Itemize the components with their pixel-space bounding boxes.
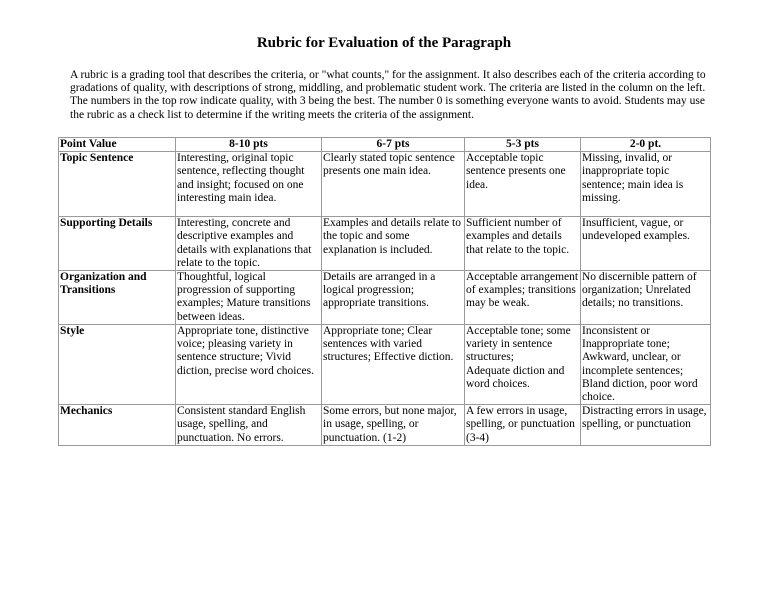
criterion-topic-sentence: Topic Sentence bbox=[59, 152, 176, 217]
rubric-cell-line: Acceptable tone; some variety in sentence structures; bbox=[466, 325, 571, 364]
column-header-6-7: 6-7 pts bbox=[322, 138, 465, 152]
rubric-cell: Clearly stated topic sentence presents one main idea. bbox=[322, 152, 465, 217]
corner-label: Point Value bbox=[59, 138, 176, 152]
rubric-cell: Acceptable arrangement of examples; transitions may be weak. bbox=[465, 271, 581, 325]
rubric-cell-line: Bland diction, poor word choice. bbox=[582, 377, 698, 404]
rubric-cell: Thoughtful, logical progression of supporting examples; Mature transitions between ideas. bbox=[176, 271, 322, 325]
column-header-2-0: 2-0 pt. bbox=[581, 138, 711, 152]
rubric-cell: Missing, invalid, or inappropriate topic sentence; main idea is missing. bbox=[581, 152, 711, 217]
table-row bbox=[59, 152, 711, 217]
criterion-supporting-details: Supporting Details bbox=[59, 217, 176, 271]
table-row bbox=[59, 217, 711, 271]
column-header-8-10: 8-10 pts bbox=[176, 138, 322, 152]
header-row bbox=[59, 138, 711, 152]
column-header-5-3: 5-3 pts bbox=[465, 138, 581, 152]
criterion-organization-transitions: Organization and Transitions bbox=[59, 271, 176, 325]
rubric-cell: Appropriate tone; Clear sentences with varied structures; Effective diction. bbox=[322, 325, 465, 405]
criterion-style: Style bbox=[59, 325, 176, 405]
rubric-cell: Acceptable topic sentence presents one idea. bbox=[465, 152, 581, 217]
criterion-mechanics: Mechanics bbox=[59, 405, 176, 446]
rubric-cell-line: Inconsistent or Inappropriate tone; bbox=[582, 325, 670, 351]
table-row bbox=[59, 405, 711, 446]
rubric-cell: Appropriate tone, distinctive voice; pleasing variety in sentence structure; Vivid diction, precise word choices. bbox=[176, 325, 322, 405]
page-title: Rubric for Evaluation of the Paragraph bbox=[256, 35, 512, 51]
table-row bbox=[59, 271, 711, 325]
rubric-cell: Distracting errors in usage, spelling, or punctuation bbox=[581, 405, 711, 446]
rubric-cell: Interesting, original topic sentence, reflecting thought and insight; focused on one interesting main idea. bbox=[176, 152, 322, 217]
rubric-cell: Insufficient, vague, or undeveloped examples. bbox=[581, 217, 711, 271]
rubric-cell-line: Awkward, unclear, or incomplete sentences; bbox=[582, 351, 684, 377]
rubric-cell bbox=[465, 325, 581, 405]
intro-paragraph: A rubric is a grading tool that describes the criteria, or "what counts," for the assignment. It also describes each of the criteria according to gradations of quality, with descriptions of strong, middling, and problematic student work. The criteria are listed in the column on the left. The numbers in the top row indicate quality, with 3 being the best. The number 0 is something everyone wants to avoid. Students may use the rubric as a check list to determine if the writing meets the criteria of the assignment. bbox=[70, 69, 706, 121]
rubric-table bbox=[58, 137, 711, 446]
rubric-cell bbox=[581, 325, 711, 405]
rubric-cell: A few errors in usage, spelling, or punctuation (3-4) bbox=[465, 405, 581, 446]
rubric-cell: Consistent standard English usage, spelling, and punctuation. No errors. bbox=[176, 405, 322, 446]
rubric-cell: Interesting, concrete and descriptive examples and details with explanations that relate to the topic. bbox=[176, 217, 322, 271]
rubric-cell: Details are arranged in a logical progression; appropriate transitions. bbox=[322, 271, 465, 325]
rubric-cell: No discernible pattern of organization; Unrelated details; no transitions. bbox=[581, 271, 711, 325]
rubric-cell: Examples and details relate to the topic and some explanation is included. bbox=[322, 217, 465, 271]
rubric-cell: Some errors, but none major, in usage, spelling, or punctuation. (1-2) bbox=[322, 405, 465, 446]
table-row bbox=[59, 325, 711, 405]
rubric-cell: Sufficient number of examples and details that relate to the topic. bbox=[465, 217, 581, 271]
rubric-cell-line: Adequate diction and word choices. bbox=[466, 364, 565, 390]
